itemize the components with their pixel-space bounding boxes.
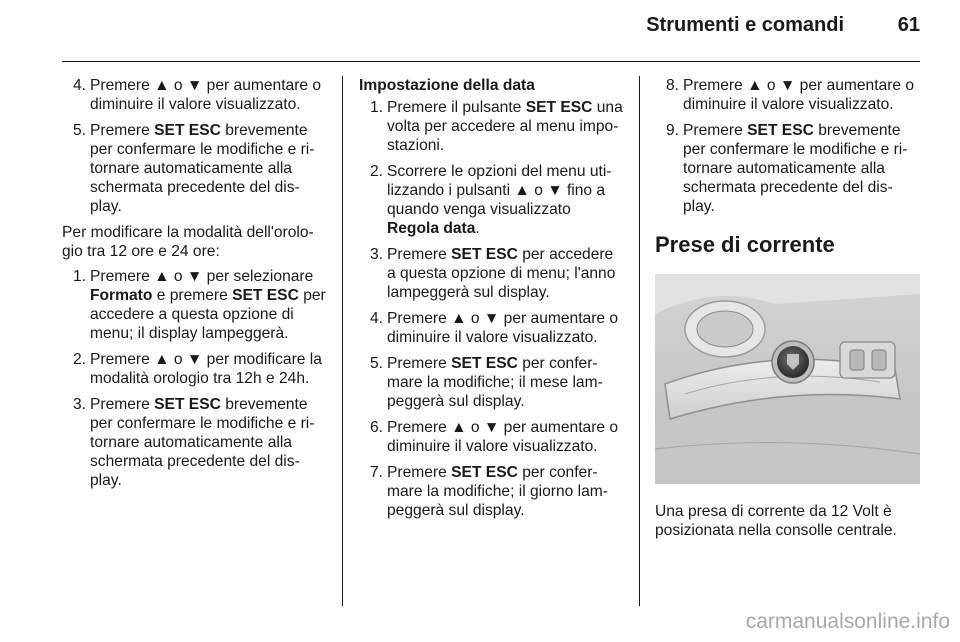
text-run: brevemente per confermare le modifiche e ri-tornare automaticamente alla schermata precedente del dis-play.	[90, 122, 315, 215]
text-run: per accedere a questa opzione di menu; il display lampeggerà.	[90, 287, 326, 342]
text-run: e premere	[152, 287, 233, 304]
step-text	[387, 163, 612, 237]
power-outlet-figure	[655, 274, 920, 484]
text-run: Premere	[387, 355, 452, 372]
text-run: brevemente per confermare le modifiche e ri-tornare automaticamente alla schermata precedente del dis-play.	[90, 396, 315, 489]
page-title: Strumenti e comandi	[646, 14, 844, 36]
clock-mode-intro: Per modificare la modalità dell'orolo-gio tra 12 ore e 24 ore:	[62, 224, 314, 260]
list-item	[66, 121, 328, 216]
step-text	[683, 77, 914, 113]
list-item	[66, 350, 328, 388]
step-text	[387, 246, 615, 301]
text-run: Premere	[683, 122, 748, 139]
column-divider-2	[639, 76, 640, 606]
column-3	[655, 76, 920, 546]
column-divider-1	[342, 76, 343, 606]
list-item	[363, 354, 625, 411]
bold-term: SET ESC	[154, 122, 221, 139]
watermark: carmanualsonline.info	[745, 610, 950, 633]
page-header	[0, 14, 920, 50]
step-number: 1.	[72, 268, 86, 285]
page-number: 61	[897, 14, 920, 36]
list-item	[66, 76, 328, 114]
step-number: 8.	[665, 77, 679, 94]
text-run: Premere ▲ o ▼ per aumentare o diminuire il valore visualizzato.	[387, 310, 619, 346]
step-number: 5.	[369, 355, 383, 372]
step-number: 2.	[369, 163, 383, 180]
step-number: 4.	[72, 77, 86, 94]
steps-list-a	[62, 76, 328, 216]
step-text	[387, 419, 618, 455]
step-number: 9.	[665, 122, 679, 139]
bold-term: SET ESC	[451, 464, 518, 481]
list-item	[363, 418, 625, 456]
bold-term: SET ESC	[451, 246, 518, 263]
step-text	[90, 268, 326, 342]
text-run: .	[475, 220, 480, 237]
list-item	[66, 395, 328, 490]
bold-term: SET ESC	[232, 287, 299, 304]
text-run: per accedere a questa opzione di menu; l'anno lampeggerà sul display.	[387, 246, 616, 301]
step-number: 4.	[369, 310, 383, 327]
list-item	[363, 162, 625, 238]
console-power-outlet-illustration	[655, 274, 920, 484]
step-text	[387, 464, 608, 519]
text-run: Premere ▲ o ▼ per selezionare	[90, 268, 314, 285]
list-item	[363, 463, 625, 520]
text-run: Premere	[90, 396, 155, 413]
text-run: Premere ▲ o ▼ per aumentare o diminuire il valore visualizzato.	[683, 77, 915, 113]
step-text	[387, 355, 603, 410]
text-run: Premere ▲ o ▼ per aumentare o diminuire il valore visualizzato.	[90, 77, 322, 113]
bold-term: SET ESC	[525, 99, 593, 116]
step-number: 5.	[72, 122, 86, 139]
step-text	[90, 396, 314, 489]
list-item	[363, 98, 625, 155]
text-run: Premere ▲ o ▼ per modificare la modalità orologio tra 12h e 24h.	[90, 351, 322, 387]
step-text	[90, 351, 322, 387]
text-run: Premere	[90, 122, 155, 139]
step-number: 2.	[72, 351, 86, 368]
list-item	[659, 76, 920, 114]
bold-term: Regola data	[387, 220, 476, 237]
header-divider	[62, 61, 920, 62]
text-run: una volta per accedere al menu impo-stazioni.	[387, 99, 623, 154]
bold-term: SET ESC	[451, 355, 518, 372]
step-text	[387, 99, 623, 154]
list-item	[66, 267, 328, 343]
column-1	[62, 76, 328, 497]
text-run: per confer-mare la modifiche; il mese lam-peggerà sul display.	[387, 355, 603, 410]
section-title-power-outlets: Prese di corrente	[655, 232, 835, 257]
figure-caption: Una presa di corrente da 12 Volt è posizionata nella consolle centrale.	[655, 503, 897, 539]
step-number: 3.	[369, 246, 383, 263]
column-2	[359, 76, 625, 527]
text-run: Premere	[387, 246, 452, 263]
step-number: 7.	[369, 464, 383, 481]
text-run: Premere	[387, 464, 452, 481]
list-item	[363, 245, 625, 302]
bold-term: Formato	[90, 287, 153, 304]
steps-list-b	[62, 267, 328, 490]
step-number: 6.	[369, 419, 383, 436]
list-item	[363, 309, 625, 347]
date-setting-heading: Impostazione della data	[359, 77, 535, 94]
step-text	[90, 122, 314, 215]
text-run: Premere ▲ o ▼ per aumentare o diminuire il valore visualizzato.	[387, 419, 619, 455]
text-run: per confer-mare la modifiche; il giorno lam-peggerà sul display.	[387, 464, 608, 519]
text-run: Premere il pulsante	[387, 99, 526, 116]
text-run: brevemente per confermare le modifiche e ri-tornare automaticamente alla schermata precedente del dis-play.	[683, 122, 908, 215]
step-number: 1.	[369, 99, 383, 116]
date-steps-list	[359, 98, 625, 520]
step-number: 3.	[72, 396, 86, 413]
bold-term: SET ESC	[747, 122, 814, 139]
step-text	[387, 310, 618, 346]
text-run: Scorrere le opzioni del menu uti-lizzando i pulsanti ▲ o ▼ fino a quando venga visualizzato	[387, 163, 612, 218]
date-steps-list-continued	[655, 76, 920, 216]
step-text	[90, 77, 321, 113]
step-text	[683, 122, 907, 215]
bold-term: SET ESC	[154, 396, 221, 413]
list-item	[659, 121, 920, 216]
